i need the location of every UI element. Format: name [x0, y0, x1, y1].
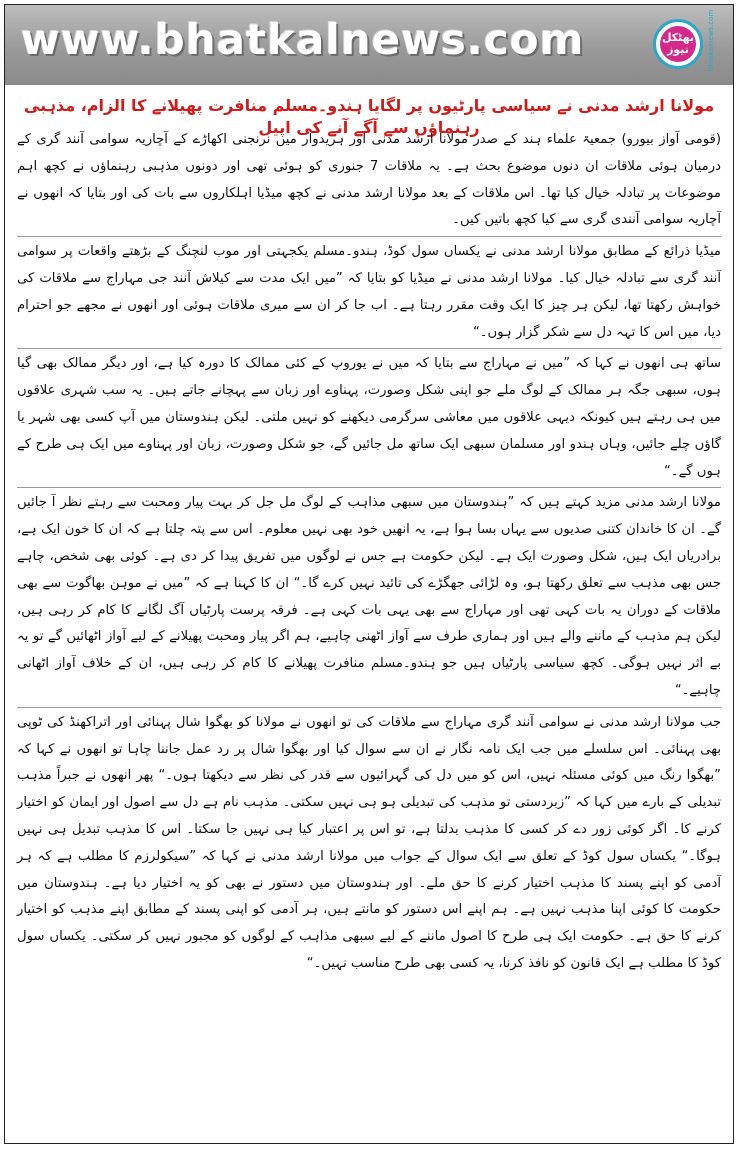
- headline: مولانا ارشد مدنی نے سیاسی پارٹیوں پر لگایا ہندو۔مسلم منافرت پھیلانے کا الزام، مذہبی رہنماؤں سے آگے آنے کی اپیل: [23, 96, 715, 137]
- paragraph-4: مولانا ارشد مدنی مزید کہتے ہیں کہ ”ہندوستان میں سبھی مذاہب کے لوگ مل جل کر بہت پیار ومحبت سے رہتے نظر آ جائیں گے۔ ان کا خاندان کتنی صدیوں سے یہاں بسا ہوا ہے، یہ انھیں خود بھی نہیں معلوم۔ اس سے پتہ چلتا ہے کہ ان کا خون ایک ہے، برادریاں ایک ہیں، شکل وصورت ایک ہے۔ لیکن حکومت ہے جس نے لوگوں میں تفریق پیدا کر دی ہے۔ کوئی بھی شخص، چاہے جس بھی مذہب سے تعلق رکھتا ہو، وہ لڑائی جھگڑے کی تائید نہیں کرے گا۔“ ان کا کہنا ہے کہ ”میں نے موہن بھاگوت سے بھی ملاقات کے دوران یہ بات کہی تھی اور مہاراج سے بھی یہی بات کہی ہے۔ فرقہ پرست پارٹیاں آگ لگانے کا کام کر رہی ہیں، لیکن ہم مذہب کے ماننے والے ہیں اور ہماری طرف سے آواز اٹھنی چاہیے، ہم اگر پیار ومحبت پھیلانے کے لیے آواز اٹھائیں گے تو یہ بے اثر نہیں ہوگی۔ کچھ سیاسی پارٹیاں ہیں جو ہندو۔مسلم منافرت پھیلانے کا کام کر رہی ہیں، ان کے خلاف آواز اٹھانی چاہیے۔“: [17, 490, 721, 707]
- article-body: [17, 127, 721, 1135]
- site-name[interactable]: www.bhatkalnews.com: [21, 15, 585, 64]
- paragraph-3: ساتھ ہی انھوں نے کہا کہ ”میں نے مہاراج سے بتایا کہ میں نے یوروپ کے کئی ممالک کا دورہ کیا ہے، اور دیگر ممالک بھی گیا ہوں، سبھی جگہ ہر ممالک کے لوگ ملے جو اپنی شکل وصورت، پہناوے اور زبان سے پہچانے جاتے ہیں۔ یہ سب شہری علاقوں میں ہی رہتے ہیں کیونکہ دیہی علاقوں میں معاشی سرگرمی دیکھنے کو نہیں ملتی۔ لیکن ہندوستان میں آپ کسی بھی شہر یا گاؤں چلے جائیں، وہاں ہندو اور مسلمان سبھی ایک ساتھ مل جائیں گے، جو شکل وصورت، زبان اور پہناوے میں ایک ہی طرح کے ہوں گے۔“: [17, 351, 721, 488]
- logo-side-text: bhatkalnews.com: [707, 9, 715, 71]
- paragraph-1: (قومی آواز بیورو) جمعیۃ علماء ہند کے صدر مولانا ارشد مدنی اور ہریدوار میں نرنجنی اکھاڑے کے آچاریہ سوامی آنند گری کے درمیان ہوئی ملاقات ان دنوں موضوع بحث ہے۔ یہ ملاقات 7 جنوری کو ہوئی تھی اور دونوں مذہبی رہنماؤں نے کچھ اہم موضوعات پر تبادلہ خیال کیا تھا۔ اس ملاقات کے بعد مولانا ارشد مدنی نے کچھ میڈیا اہلکاروں سے بات کی اور بتایا کہ انھوں نے آچاریہ سوامی آنندی گری سے کیا کچھ باتیں کیں۔: [17, 127, 721, 237]
- paragraph-2: میڈیا ذرائع کے مطابق مولانا ارشد مدنی نے یکساں سول کوڈ، ہندو۔مسلم یکجہتی اور موب لنچنگ کے بڑھتے واقعات پر سوامی آنند گری سے تبادلہ خیال کیا۔ مولانا ارشد مدنی نے میڈیا کو بتایا کہ ”میں ایک مدت سے کیلاش آنند جی مہاراج سے ملاقات کی خواہش رکھتا تھا، لیکن ہر چیز کا ایک وقت مقرر رہتا ہے۔ اب جا کر ان سے میری ملاقات ہوئی اور انھوں نے مجھے جو احترام دیا، میں اس کا تہہ دل سے شکر گزار ہوں۔“: [17, 239, 721, 349]
- paragraph-5: جب مولانا ارشد مدنی نے سوامی آنند گری مہاراج سے ملاقات کی تو انھوں نے مولانا کو بھگوا شال پہنائی اور اتراکھنڈ کی ٹوپی بھی پہنائی۔ اس سلسلے میں جب ایک نامہ نگار نے ان سے سوال کیا اور بھگوا شال پر رد عمل جاننا چاہا تو انھوں نے کہا کہ ”بھگوا رنگ میں کوئی مسئلہ نہیں، اس کو میں دل کی گہرائیوں سے قدر کی نظر سے دیکھتا ہوں۔“ پھر انھوں نے جبراً مذہب تبدیلی کے بارے میں کہا کہ ”زبردستی تو مذہب کی تبدیلی ہو ہی نہیں سکتی۔ مذہب نام ہے دل سے اصول اور ایمان کو اختیار کرنے کا۔ اگر کوئی زور دے کر کسی کا مذہب بدلتا ہے، تو اس پر اعتبار کیا ہی نہیں جا سکتا۔ اس کا مذہب تبدیل ہی نہیں ہوگا۔“ یکساں سول کوڈ کے تعلق سے ایک سوال کے جواب میں مولانا ارشد مدنی نے کہا کہ ”سیکولرزم کا مطلب ہے کہ ہر آدمی کو اپنے پسند کا مذہب اختیار کرنے کا حق ملے۔ اور ہندوستان میں دستور نے بھی کو یہ اختیار دیا ہے۔ ہندوستان میں حکومت کا کوئی اپنا مذہب نہیں ہے۔ ہم اپنے اس دستور کو مانتے ہیں، ہر آدمی کو اپنی پسند کے مطابق اپنے مذہب کو اختیار کرنے کا حق ہے۔ حکومت ایک ہی طرح کا اصول ماننے کے لیے سبھی مذاہب کے لوگوں کو مجبور نہیں کر سکتی۔ یکساں سول کوڈ کا مطلب ہے ایک قانون کو نافذ کرنا، یہ کسی بھی طرح مناسب نہیں۔“: [17, 714, 721, 971]
- news-clipping: [4, 4, 734, 1144]
- site-banner: [5, 5, 733, 85]
- site-logo: [653, 19, 703, 69]
- logo-text: بھٹکل نیوز: [660, 26, 696, 62]
